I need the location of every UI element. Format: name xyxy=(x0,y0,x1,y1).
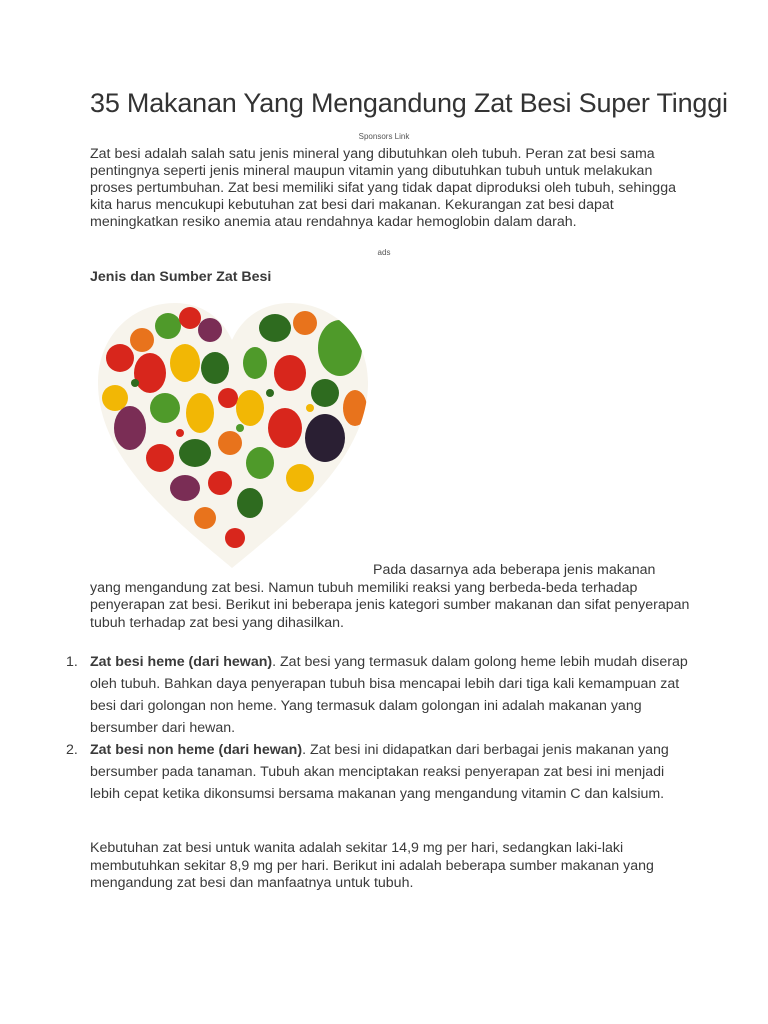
ads-label: ads xyxy=(377,248,391,257)
list-item xyxy=(66,739,690,805)
list-item-term: Zat besi heme (dari hewan) xyxy=(90,654,273,670)
list-item-text: . Zat besi yang termasuk dalam golong heme lebih mudah diserap oleh tubuh. Bahkan daya penyerapan tubuh bisa mencapai lebih dari tiga kali kemampuan zat besi dari golongan non heme. Yang termasuk dalam golongan ini adalah makanan yang bersumber dari hewan. xyxy=(90,654,688,736)
iron-type-list xyxy=(66,651,690,805)
after-image-paragraph: Pada dasarnya ada beberapa jenis makanan yang mengandung zat besi. Namun tubuh memiliki reaksi yang berbeda-beda terhadap penyerapan zat besi. Berikut ini beberapa jenis kategori sumber makanan dan sifat penyerapan tubuh terhadap zat besi yang dihasilkan. xyxy=(90,562,690,631)
section-heading: Jenis dan Sumber Zat Besi xyxy=(90,269,272,285)
list-item xyxy=(66,651,690,739)
intro-paragraph: Zat besi adalah salah satu jenis mineral yang dibutuhkan oleh tubuh. Peran zat besi sama pentingnya seperti jenis mineral maupun vitamin yang dibutuhkan tubuh untuk melakukan proses pertumbuhan. Zat besi memiliki sifat yang tidak dapat diproduksi oleh tubuh, sehingga kita harus mencukupi kebutuhan zat besi dari makanan. Kekurangan zat besi dapat meningkatkan resiko anemia atau rendahnya kadar hemoglobin dalam darah. xyxy=(90,146,676,230)
list-number: 1. xyxy=(66,654,78,670)
sponsors-link-label[interactable]: Sponsors Link xyxy=(358,132,410,141)
list-item-text: . Zat besi ini didapatkan dari berbagai jenis makanan yang bersumber pada tanaman. Tubuh akan menciptakan reaksi penyerapan zat besi ini menjadi lebih cepat ketika dikonsumsi bersama makanan yang mengandung vitamin C dan kalsium. xyxy=(90,742,669,802)
list-number: 2. xyxy=(66,742,78,758)
heart-vegetables-image xyxy=(90,288,375,573)
page-title: 35 Makanan Yang Mengandung Zat Besi Super Tinggi xyxy=(90,88,728,118)
list-item-term: Zat besi non heme (dari hewan) xyxy=(90,742,303,758)
closing-paragraph: Kebutuhan zat besi untuk wanita adalah sekitar 14,9 mg per hari, sedangkan laki-laki membutuhkan sekitar 8,9 mg per hari. Berikut ini adalah beberapa sumber makanan yang mengandung zat besi dan manfaatnya untuk tubuh. xyxy=(90,840,654,891)
heart-vegetables-illustration xyxy=(90,288,375,573)
